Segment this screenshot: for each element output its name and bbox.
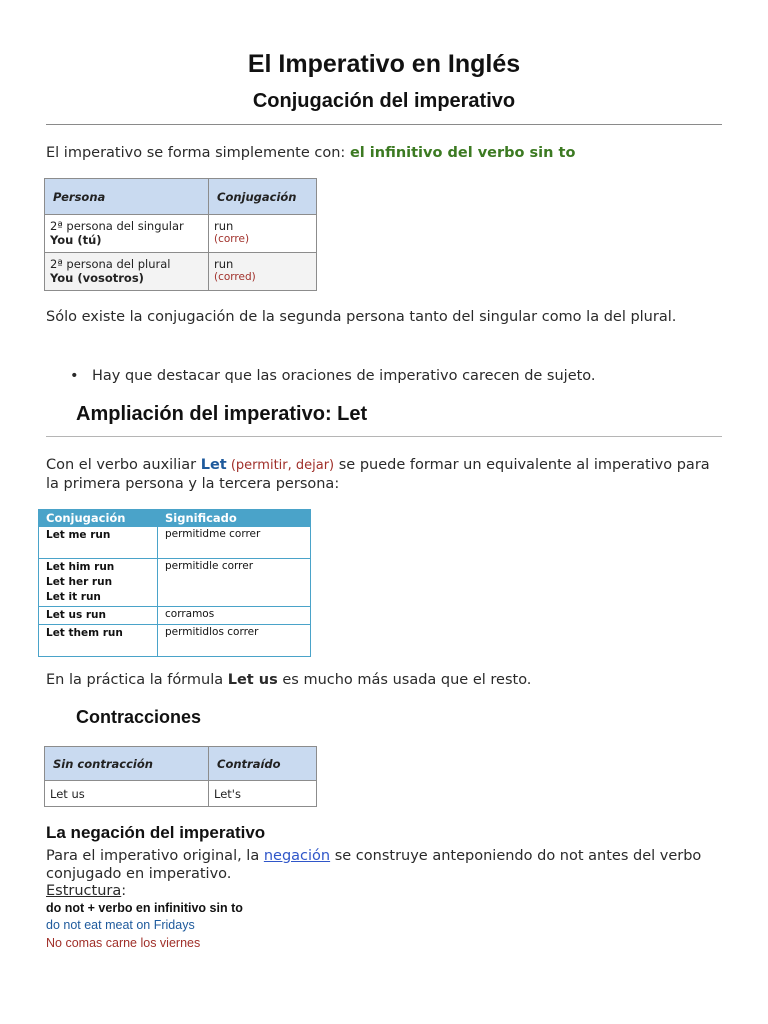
let-form-cell — [39, 607, 158, 625]
let-form-cell — [39, 559, 158, 607]
negation-formula: do not + verbo en infinitivo sin to — [46, 901, 243, 915]
let-text-after: se puede formar un equivalente al imperativo para la primera persona y la tercera persona: — [46, 457, 710, 492]
let-form-cell — [39, 527, 158, 559]
let-form: Let us run — [46, 609, 106, 621]
let-text-before: Con el verbo auxiliar — [46, 457, 201, 473]
let-form: Let me run — [46, 529, 111, 541]
table-header-sin-contraccion: Sin contracción — [45, 747, 209, 781]
section-heading-negacion: La negación del imperativo — [46, 823, 266, 842]
title-divider — [46, 124, 722, 125]
bullet-item — [70, 368, 596, 384]
example-spanish: No comas carne los viernes — [46, 936, 201, 950]
table-row — [39, 559, 311, 607]
intro-paragraph — [46, 144, 722, 162]
table-header-row — [45, 179, 317, 215]
contraido-cell: Let's — [209, 781, 317, 807]
contractions-table — [44, 746, 317, 807]
table-row — [45, 781, 317, 807]
practice-bold: Let us — [227, 672, 278, 688]
conjugacion-cell — [209, 215, 317, 253]
let-meaning-cell: permitidlos correr — [158, 625, 311, 657]
page-subtitle: Conjugación del imperativo — [252, 90, 516, 112]
table-header-contraido: Contraído — [209, 747, 317, 781]
note-paragraph: Sólo existe la conjugación de la segunda persona tanto del singular como la del plural. — [46, 309, 677, 325]
section-heading-contracciones: Contracciones — [76, 707, 202, 727]
table-row — [39, 527, 311, 559]
sin-contraccion-cell: Let us — [45, 781, 209, 807]
table-header-row — [45, 747, 317, 781]
table-row — [39, 625, 311, 657]
negacion-link[interactable]: negación — [263, 848, 331, 864]
section-divider — [46, 436, 722, 437]
let-form: Let her run — [46, 576, 113, 588]
conjugacion-cell — [209, 253, 317, 291]
negation-text-after: se construye anteponiendo do not antes del verbo conjugado en imperativo. — [46, 848, 702, 882]
negation-text-before: Para el imperativo original, la — [46, 848, 264, 864]
bullet-dot-icon: • — [70, 368, 79, 384]
estructura-line — [46, 882, 722, 900]
page-title: El Imperativo en Inglés — [247, 50, 521, 78]
intro-text: El imperativo se forma simplemente con: — [46, 145, 350, 161]
verb-translation: (corred) — [214, 271, 256, 283]
persona-cell — [45, 253, 209, 291]
practice-before: En la práctica la fórmula — [46, 672, 228, 688]
let-meaning-cell: permitidme correr — [158, 527, 311, 559]
estructura-label: Estructura — [46, 883, 122, 899]
table-header-persona: Persona — [45, 179, 209, 215]
let-meaning-cell: corramos — [158, 607, 311, 625]
table-row — [39, 607, 311, 625]
practice-paragraph — [46, 671, 722, 689]
let-form: Let him run — [46, 561, 115, 573]
practice-after: es mucho más usada que el resto. — [277, 672, 532, 688]
let-keyword: Let — [200, 457, 227, 473]
conjugation-table — [44, 178, 317, 291]
let-table — [38, 509, 311, 657]
let-form: Let it run — [46, 591, 101, 603]
let-form: Let them run — [46, 627, 123, 639]
persona-cell — [45, 215, 209, 253]
intro-highlight: el infinitivo del verbo sin to — [349, 145, 576, 161]
let-meaning: (permitir, dejar) — [226, 458, 335, 473]
negation-paragraph — [46, 847, 722, 883]
verb-form: run — [214, 219, 234, 233]
let-paragraph — [46, 456, 722, 493]
table-header-conjugacion: Conjugación — [209, 179, 317, 215]
verb-form: run — [214, 257, 234, 271]
let-table-header-conjugacion: Conjugación — [39, 510, 158, 527]
example-english: do not eat meat on Fridays — [46, 918, 195, 932]
persona-label: 2ª persona del plural — [50, 257, 171, 271]
bullet-text: Hay que destacar que las oraciones de imperativo carecen de sujeto. — [92, 368, 596, 384]
let-form-cell — [39, 625, 158, 657]
persona-pronoun: You (vosotros) — [50, 271, 144, 285]
persona-label: 2ª persona del singular — [50, 219, 184, 233]
let-table-header-row — [39, 510, 311, 527]
table-row — [45, 215, 317, 253]
estructura-colon: : — [121, 883, 127, 899]
table-row — [45, 253, 317, 291]
section-heading-let: Ampliación del imperativo: Let — [76, 403, 368, 425]
persona-pronoun: You (tú) — [50, 233, 102, 247]
let-meaning-cell: permitidle correr — [158, 559, 311, 607]
verb-translation: (corre) — [214, 233, 250, 245]
let-table-header-significado: Significado — [158, 510, 311, 527]
